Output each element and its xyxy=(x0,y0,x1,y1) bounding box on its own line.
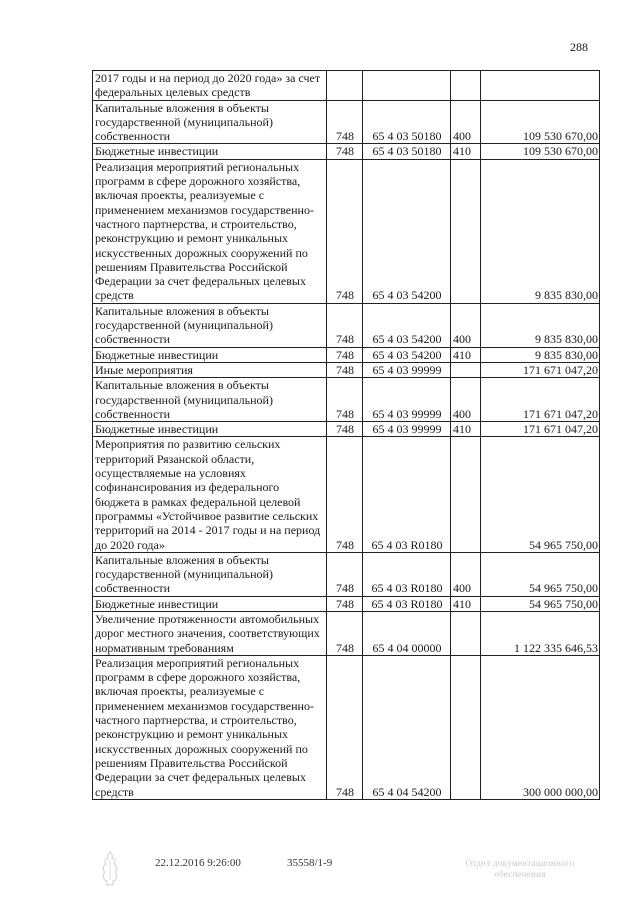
watermark-line-2: обеспечения xyxy=(494,869,546,879)
table-cell-csr: 65 4 03 R0180 xyxy=(363,437,451,552)
table-row xyxy=(93,378,600,422)
footer-datetime: 22.12.2016 9:26:00 xyxy=(155,857,241,869)
table-cell-csr xyxy=(363,71,451,101)
table-cell-csr: 65 4 03 54200 xyxy=(363,303,451,347)
table-cell-sum: 109 530 670,00 xyxy=(481,144,600,159)
table-cell-vr: 410 xyxy=(451,347,481,362)
table-cell-vr: 400 xyxy=(451,378,481,422)
table-cell-csr: 65 4 03 R0180 xyxy=(363,596,451,611)
table-row xyxy=(93,437,600,552)
table-cell-sum: 9 835 830,00 xyxy=(481,347,600,362)
table-cell-vr xyxy=(451,159,481,303)
table-cell-vr: 400 xyxy=(451,100,481,144)
table-cell-sum xyxy=(481,71,600,101)
table-cell-vr xyxy=(451,611,481,655)
table-cell-name: Увеличение протяженности автомобильных дорог местного значения, соответствующих нормативным требованиям xyxy=(93,611,327,655)
emblem-stamp-icon xyxy=(98,850,122,888)
table-cell-ved: 748 xyxy=(327,362,363,377)
table-cell-vr: 400 xyxy=(451,552,481,596)
budget-table xyxy=(92,70,600,800)
table-cell-name: Капитальные вложения в объекты государственной (муниципальной) собственности xyxy=(93,552,327,596)
table-cell-vr xyxy=(451,362,481,377)
table-cell-vr: 410 xyxy=(451,596,481,611)
table-cell-csr: 65 4 03 54200 xyxy=(363,347,451,362)
table-cell-name: Капитальные вложения в объекты государственной (муниципальной) собственности xyxy=(93,303,327,347)
table-cell-ved: 748 xyxy=(327,611,363,655)
table-cell-name: Бюджетные инвестиции xyxy=(93,422,327,437)
table-cell-ved: 748 xyxy=(327,378,363,422)
table-cell-sum: 54 965 750,00 xyxy=(481,437,600,552)
table-cell-name: Капитальные вложения в объекты государственной (муниципальной) собственности xyxy=(93,378,327,422)
table-cell-csr: 65 4 04 00000 xyxy=(363,611,451,655)
table-cell-vr: 400 xyxy=(451,303,481,347)
table-cell-sum: 171 671 047,20 xyxy=(481,362,600,377)
table-cell-csr: 65 4 03 99999 xyxy=(363,378,451,422)
table-cell-sum: 54 965 750,00 xyxy=(481,596,600,611)
table-cell-sum: 1 122 335 646,53 xyxy=(481,611,600,655)
table-row xyxy=(93,422,600,437)
table-cell-csr: 65 4 03 54200 xyxy=(363,159,451,303)
table-cell-ved: 748 xyxy=(327,347,363,362)
table-cell-ved: 748 xyxy=(327,422,363,437)
table-cell-name: 2017 годы и на период до 2020 года» за счет федеральных целевых средств xyxy=(93,71,327,101)
table-cell-ved: 748 xyxy=(327,100,363,144)
table-cell-name: Бюджетные инвестиции xyxy=(93,596,327,611)
footer-doc-number: 35558/1-9 xyxy=(287,857,333,869)
table-cell-csr: 65 4 03 99999 xyxy=(363,422,451,437)
table-row xyxy=(93,552,600,596)
table-cell-name: Бюджетные инвестиции xyxy=(93,144,327,159)
table-cell-sum: 54 965 750,00 xyxy=(481,552,600,596)
table-cell-name: Иные мероприятия xyxy=(93,362,327,377)
table-cell-ved: 748 xyxy=(327,159,363,303)
table-cell-csr: 65 4 03 R0180 xyxy=(363,552,451,596)
budget-table-body xyxy=(93,71,600,800)
table-cell-ved: 748 xyxy=(327,303,363,347)
page-number: 288 xyxy=(570,40,588,54)
table-row xyxy=(93,144,600,159)
table-cell-vr: 410 xyxy=(451,144,481,159)
table-row xyxy=(93,71,600,101)
table-row xyxy=(93,596,600,611)
table-row xyxy=(93,347,600,362)
table-cell-ved xyxy=(327,71,363,101)
table-cell-sum: 171 671 047,20 xyxy=(481,422,600,437)
table-cell-sum: 9 835 830,00 xyxy=(481,303,600,347)
table-row xyxy=(93,303,600,347)
table-cell-vr xyxy=(451,71,481,101)
table-cell-ved: 748 xyxy=(327,552,363,596)
department-watermark xyxy=(445,858,595,880)
table-cell-ved: 748 xyxy=(327,655,363,799)
table-cell-ved: 748 xyxy=(327,596,363,611)
table-cell-vr: 410 xyxy=(451,422,481,437)
table-cell-ved: 748 xyxy=(327,144,363,159)
table-row xyxy=(93,362,600,377)
table-cell-vr xyxy=(451,437,481,552)
table-cell-csr: 65 4 03 50180 xyxy=(363,144,451,159)
table-row xyxy=(93,100,600,144)
table-cell-name: Реализация мероприятий региональных программ в сфере дорожного хозяйства, включая проекты, реализуемые с применением механизмов государственно-частного партнерства, и строительство, реконструкцию и ремонт уникальных искусственных дорожных сооружений по решениям Правительства Российской Федерации за счет федеральных целевых средств xyxy=(93,655,327,799)
table-row xyxy=(93,611,600,655)
table-row xyxy=(93,655,600,799)
table-row xyxy=(93,159,600,303)
table-cell-name: Капитальные вложения в объекты государственной (муниципальной) собственности xyxy=(93,100,327,144)
table-cell-sum: 109 530 670,00 xyxy=(481,100,600,144)
table-cell-ved: 748 xyxy=(327,437,363,552)
table-cell-csr: 65 4 04 54200 xyxy=(363,655,451,799)
table-cell-name: Бюджетные инвестиции xyxy=(93,347,327,362)
table-cell-name: Реализация мероприятий региональных программ в сфере дорожного хозяйства, включая проекты, реализуемые с применением механизмов государственно-частного партнерства, и строительство, реконструкцию и ремонт уникальных искусственных дорожных сооружений по решениям Правительства Российской Федерации за счет федеральных целевых средств xyxy=(93,159,327,303)
table-cell-name: Мероприятия по развитию сельских территорий Рязанской области, осуществляемые на условиях софинансирования из федерального бюджета в рамках федеральной целевой программы «Устойчивое развитие сельских территорий на 2014 - 2017 годы и на период до 2020 года» xyxy=(93,437,327,552)
table-cell-sum: 171 671 047,20 xyxy=(481,378,600,422)
table-cell-vr xyxy=(451,655,481,799)
table-cell-csr: 65 4 03 50180 xyxy=(363,100,451,144)
table-cell-sum: 300 000 000,00 xyxy=(481,655,600,799)
table-cell-csr: 65 4 03 99999 xyxy=(363,362,451,377)
table-cell-sum: 9 835 830,00 xyxy=(481,159,600,303)
watermark-line-1: Отдел документационного xyxy=(465,858,575,868)
